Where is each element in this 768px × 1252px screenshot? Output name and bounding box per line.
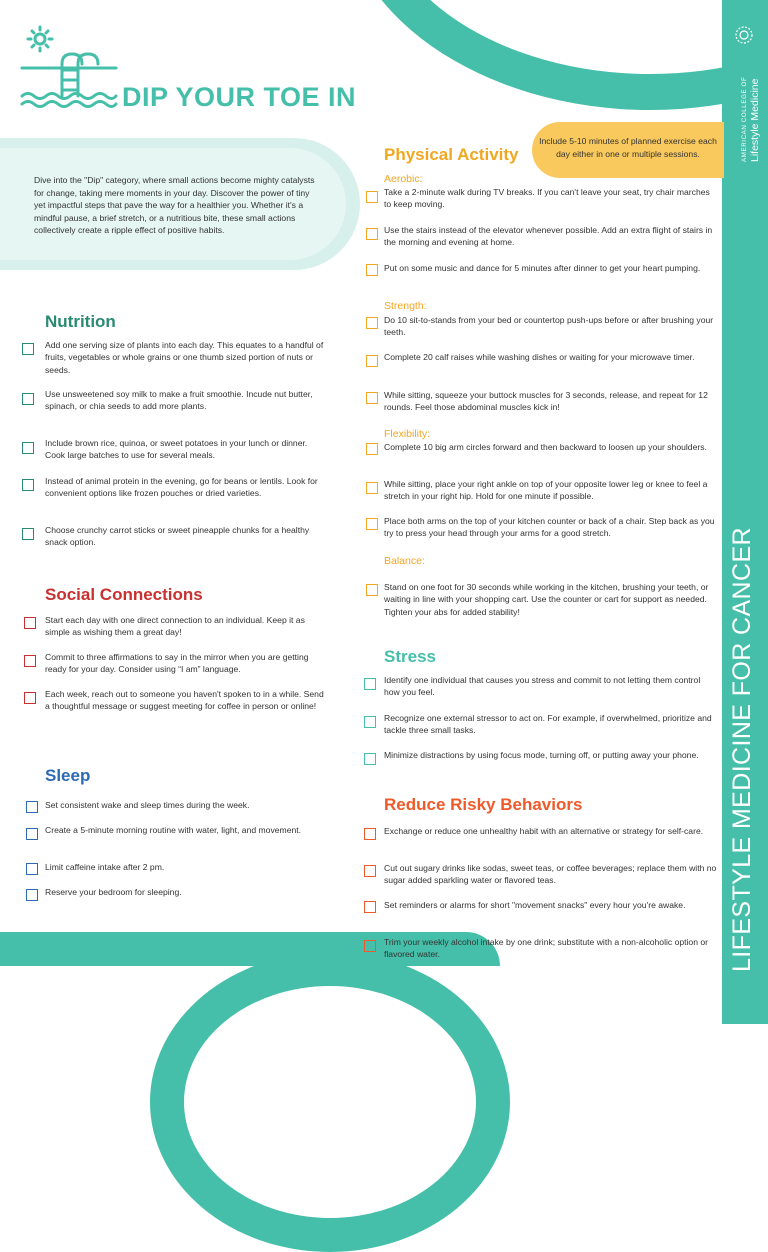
risky-checkbox[interactable]: [364, 901, 376, 913]
social-item: Start each day with one direct connection to an individual. Keep it as simple as wishing them a great day!: [45, 615, 305, 638]
nutrition-heading: Nutrition: [45, 312, 116, 331]
brand-line-2: Lifestyle Medicine: [749, 78, 761, 162]
sleep-item: Reserve your bedroom for sleeping.: [45, 887, 182, 897]
risky-checkbox[interactable]: [364, 865, 376, 877]
nutrition-checkbox[interactable]: [22, 479, 34, 491]
nutrition-item: Instead of animal protein in the evening, go for beans or lentils. Look for convenient options like frozen pouches or dried varieties.: [45, 476, 318, 499]
risky-item: Trim your weekly alcohol intake by one drink; substitute with a non-alcoholic option or flavored water.: [384, 937, 709, 960]
decorative-top-arc: [340, 0, 768, 110]
pool-ladder-icon: [20, 24, 120, 114]
social-connections-heading: Social Connections: [45, 585, 203, 604]
flexibility-heading: Flexibility:: [384, 428, 431, 440]
sleep-checkbox[interactable]: [26, 801, 38, 813]
balance-checkbox[interactable]: [366, 584, 378, 596]
strength-item: Do 10 sit-to-stands from your bed or countertop push-ups before or after brushing your teeth.: [384, 315, 714, 338]
sleep-checkbox[interactable]: [26, 889, 38, 901]
callout-text: Include 5-10 minutes of planned exercise each day either in one or multiple sessions.: [539, 136, 717, 159]
strength-heading: Strength:: [384, 300, 427, 312]
nutrition-item: Include brown rice, quinoa, or sweet potatoes in your lunch or dinner. Cook large batches to use for several meals.: [45, 438, 308, 461]
intro-text: Dive into the "Dip" category, where small actions become mighty catalysts for change, taking mere moments in your day. Discover the power of tiny yet impactful steps that pave the way for a healthier you. Whether it's a mindful pause, a brief stretch, or a nutritious bite, these small actions collectively create a ripple effect of positive habits.: [34, 175, 315, 236]
strength-item: Complete 20 calf raises while washing dishes or waiting for your microwave timer.: [384, 352, 695, 362]
flexibility-item: While sitting, place your right ankle on top of your opposite lower leg or knee to feel a stretch in your right hip. Hold for one minute if possible.: [384, 479, 708, 502]
sleep-item: Create a 5-minute morning routine with water, light, and movement.: [45, 825, 302, 835]
aerobic-heading: Aerobic:: [384, 173, 423, 185]
stress-checkbox[interactable]: [364, 678, 376, 690]
stress-item: Recognize one external stressor to act on. For example, if overwhelmed, prioritize and tackle three small tasks.: [384, 713, 712, 736]
social-item: Each week, reach out to someone you haven't spoken to in a while. Send a thoughtful message or suggest meeting for coffee in person or online!: [45, 689, 324, 712]
nutrition-checkbox[interactable]: [22, 343, 34, 355]
aerobic-item: Take a 2-minute walk during TV breaks. If you can't leave your seat, try chair marches to keep moving.: [384, 187, 710, 210]
reduce-risky-behaviors-heading: Reduce Risky Behaviors: [384, 795, 583, 814]
flexibility-checkbox[interactable]: [366, 518, 378, 530]
social-checkbox[interactable]: [24, 655, 36, 667]
brand-name: [741, 77, 761, 162]
strength-checkbox[interactable]: [366, 355, 378, 367]
sleep-heading: Sleep: [45, 766, 91, 785]
aerobic-item: Put on some music and dance for 5 minutes after dinner to get your heart pumping.: [384, 263, 701, 273]
aerobic-checkbox[interactable]: [366, 228, 378, 240]
risky-checkbox[interactable]: [364, 828, 376, 840]
social-checkbox[interactable]: [24, 617, 36, 629]
flexibility-checkbox[interactable]: [366, 482, 378, 494]
balance-item: Stand on one foot for 30 seconds while working in the kitchen, brushing your teeth, or waiting in line with your shopping cart. Use the counter or cart for support as needed. Tighten your abs for added stability!: [384, 582, 709, 617]
strength-checkbox[interactable]: [366, 392, 378, 404]
flexibility-checkbox[interactable]: [366, 443, 378, 455]
sleep-checkbox[interactable]: [26, 863, 38, 875]
balance-heading: Balance:: [384, 555, 425, 567]
aerobic-checkbox[interactable]: [366, 191, 378, 203]
risky-item: Exchange or reduce one unhealthy habit with an alternative or strategy for self-care.: [384, 826, 704, 836]
strength-checkbox[interactable]: [366, 317, 378, 329]
social-checkbox[interactable]: [24, 692, 36, 704]
stress-checkbox[interactable]: [364, 716, 376, 728]
nutrition-checkbox[interactable]: [22, 528, 34, 540]
strength-item: While sitting, squeeze your buttock muscles for 3 seconds, release, and repeat for 12 rounds. Feel those abdominal muscles kick in!: [384, 390, 708, 413]
aerobic-item: Use the stairs instead of the elevator whenever possible. Add an extra flight of stairs in the morning and evening at home.: [384, 225, 713, 248]
flexibility-item: Complete 10 big arm circles forward and then backward to loosen up your shoulders.: [384, 442, 707, 452]
acl-logo-icon: [734, 25, 754, 45]
aerobic-checkbox[interactable]: [366, 264, 378, 276]
flexibility-item: Place both arms on the top of your kitchen counter or back of a chair. Step back as you try to press your head through your arms for a good stretch.: [384, 516, 715, 539]
sleep-item: Limit caffeine intake after 2 pm.: [45, 862, 165, 872]
stress-item: Identify one individual that causes you stress and commit to not letting them control how you feel.: [384, 675, 701, 698]
nutrition-item: Choose crunchy carrot sticks or sweet pineapple chunks for a healthy snack option.: [45, 525, 310, 548]
social-item: Commit to three affirmations to say in the mirror when you are getting ready for your day. Consider using “I am” language.: [45, 652, 309, 675]
stress-item: Minimize distractions by using focus mode, turning off, or putting away your phone.: [384, 750, 699, 760]
stress-heading: Stress: [384, 647, 436, 666]
page-title: DIP YOUR TOE IN: [122, 82, 357, 112]
vertical-page-title: LIFESTYLE MEDICINE FOR CANCER: [728, 527, 756, 972]
physical-activity-heading: Physical Activity: [384, 145, 519, 164]
nutrition-item: Use unsweetened soy milk to make a fruit smoothie. Incude nut butter, spinach, or chia seeds to add more plants.: [45, 389, 313, 412]
nutrition-item: Add one serving size of plants into each day. This equates to a handful of fruits, vegetables or whole grains or one thumb sized portion of nuts or seeds.: [45, 340, 324, 375]
sleep-checkbox[interactable]: [26, 828, 38, 840]
sleep-item: Set consistent wake and sleep times during the week.: [45, 800, 250, 810]
nutrition-checkbox[interactable]: [22, 393, 34, 405]
risky-item: Cut out sugary drinks like sodas, sweet teas, or coffee beverages; replace them with no sugar added sparkling water or flavored teas.: [384, 863, 717, 886]
risky-checkbox[interactable]: [364, 940, 376, 952]
brand-line-1: AMERICAN COLLEGE OF: [741, 76, 748, 162]
stress-checkbox[interactable]: [364, 753, 376, 765]
risky-item: Set reminders or alarms for short "movement snacks" every hour you're awake.: [384, 900, 686, 910]
decorative-bottom-arc: [150, 952, 510, 1252]
nutrition-checkbox[interactable]: [22, 442, 34, 454]
